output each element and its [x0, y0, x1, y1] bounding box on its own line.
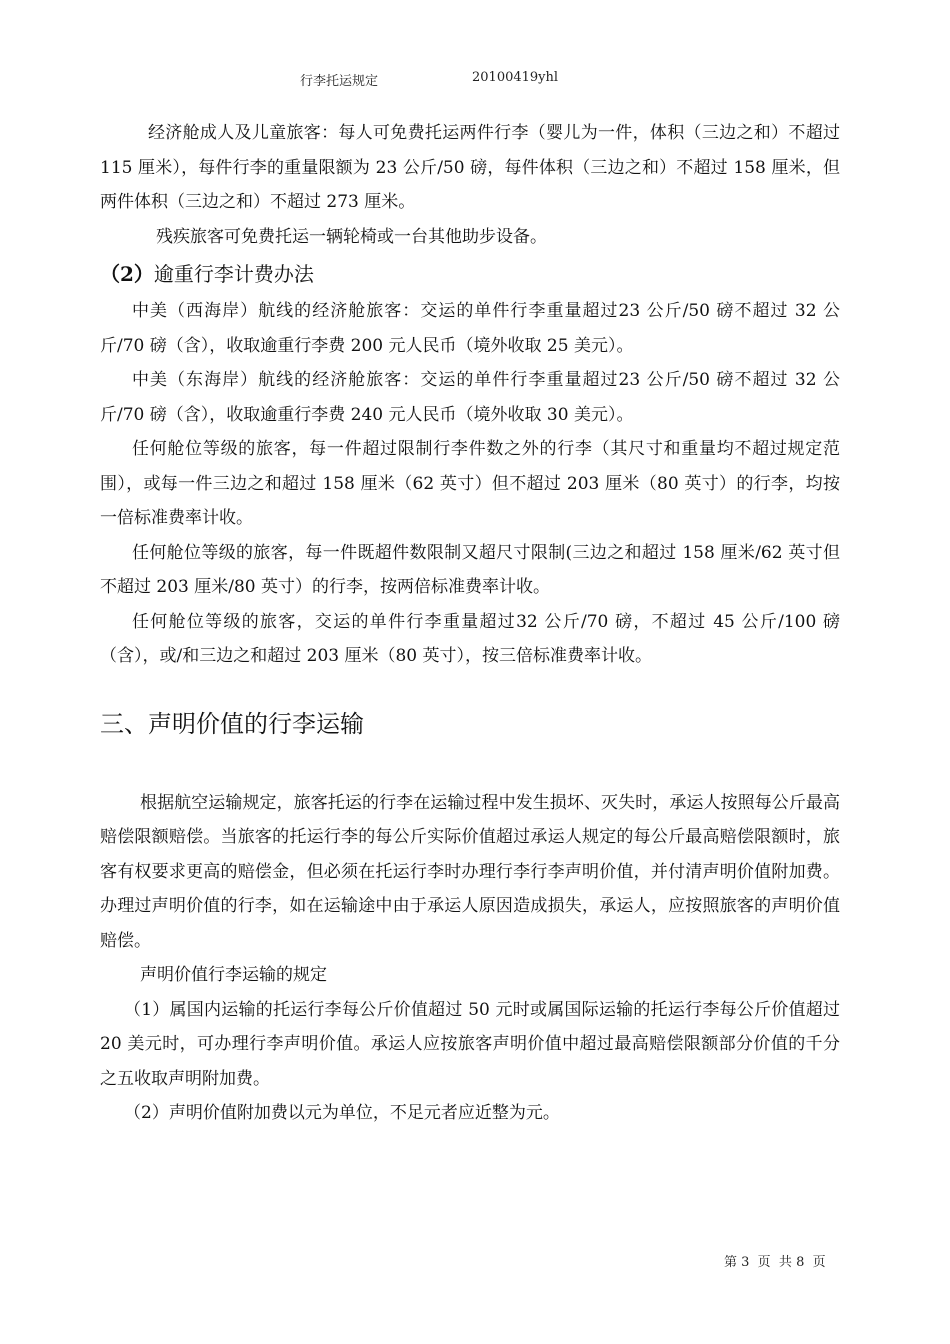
paragraph-east-coast: 中美（东海岸）航线的经济舱旅客：交运的单件行李重量超过23 公斤/50 磅不超过 32 公斤/70 磅（含），收取逾重行李费 240 元人民币（境外收取 30 美元）。: [100, 370, 840, 425]
subheading-excess-baggage: [100, 254, 840, 294]
paragraph-disabled-passengers: 残疾旅客可免费托运一辆轮椅或一台其他助步设备。: [156, 226, 547, 247]
paragraph-rules-title: 声明价值行李运输的规定: [140, 965, 327, 985]
paragraph-any-class-three: 任何舱位等级的旅客，交运的单件行李重量超过32 公斤/70 磅，不超过 45 公斤/100 磅（含），或/和三边之和超过 203 厘米（80 英寸），按三倍标准费率计收。: [100, 611, 840, 666]
page-number: 第 3 页 共 8 页: [724, 1255, 826, 1270]
subheading-text: 逾重行李计费办法: [153, 262, 314, 286]
section-title-declared-value: 三、声明价值的行李运输: [100, 709, 364, 738]
document-body: [100, 116, 840, 1131]
paragraph-rule-two: （2）声明价值附加费以元为单位，不足元者应近整为元。: [124, 1103, 560, 1123]
subheading-number: （2）: [100, 262, 154, 286]
paragraph-rule-one: （1）属国内运输的托运行李每公斤价值超过 50 元时或属国际运输的托运行李每公斤价值超过 20 美元时，可办理行李声明价值。承运人应按旅客声明价值中超过最高赔偿限额部分价值的千分之五收取声明附加费。: [100, 999, 840, 1089]
header-code: 20100419yhl: [472, 70, 559, 85]
paragraph-west-coast: 中美（西海岸）航线的经济舱旅客：交运的单件行李重量超过23 公斤/50 磅不超过 32 公斤/70 磅（含），收取逾重行李费 200 元人民币（境外收取 25 美元）。: [100, 301, 840, 356]
paragraph-any-class-one: 任何舱位等级的旅客，每一件超过限制行李件数之外的行李（其尺寸和重量均不超过规定范围），或每一件三边之和超过 158 厘米（62 英寸）但不超过 203 厘米（80 英寸）的行李，均按一倍标准费率计收。: [100, 439, 840, 528]
header-title: 行李托运规定: [300, 74, 379, 89]
paragraph-any-class-two: 任何舱位等级的旅客，每一件既超件数限制又超尺寸限制(三边之和超过 158 厘米/62 英寸但不超过 203 厘米/80 英寸）的行李，按两倍标准费率计收。: [100, 542, 840, 597]
paragraph-economy-allowance: 经济舱成人及儿童旅客：每人可免费托运两件行李（婴儿为一件，体积（三边之和）不超过 115 厘米），每件行李的重量限额为 23 公斤/50 磅，每件体积（三边之和）不超过 158 厘米，但两件体积（三边之和）不超过 273 厘米。: [100, 123, 840, 212]
page-header: [0, 70, 950, 90]
paragraph-declared-value: 根据航空运输规定，旅客托运的行李在运输过程中发生损坏、灭失时，承运人按照每公斤最高赔偿限额赔偿。当旅客的托运行李的每公斤实际价值超过承运人规定的每公斤最高赔偿限额时，旅客有权要求更高的赔偿金，但必须在托运行李时办理行李行李声明价值，并付清声明价值附加费。办理过声明价值的行李，如在运输途中由于承运人原因造成损失，承运人，应按照旅客的声明价值赔偿。: [100, 792, 840, 951]
